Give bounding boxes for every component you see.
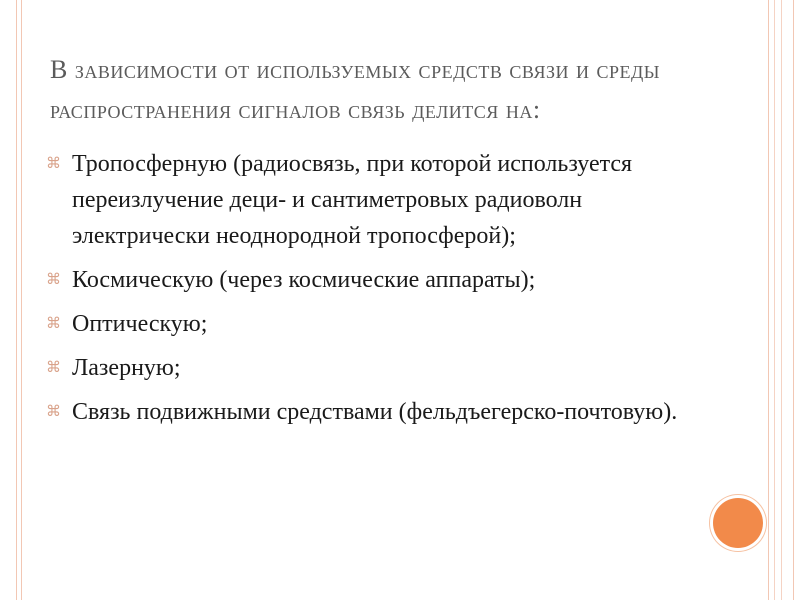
left-frame-decoration [16,0,22,600]
list-item-text: Лазерную; [72,355,181,381]
bullet-icon: ⌘ [46,156,61,172]
list-item [44,146,694,254]
list-item [44,350,694,386]
bullet-icon: ⌘ [46,272,61,288]
right-frame-inner-decoration [774,0,782,600]
bullet-list [44,146,694,438]
list-item [44,262,694,298]
list-item-text: Космическую (через космические аппараты); [72,267,536,293]
decorative-circle-icon [713,498,763,548]
slide-title: В зависимости от используемых средств связи и среды распространения сигналов связь делится на: [50,55,660,124]
list-item-text: Тропосферную (радиосвязь, при которой используется переизлучение деци- и сантиметровых радиоволн электрически неоднородной тропосферой); [72,151,633,249]
list-item [44,306,694,342]
bullet-icon: ⌘ [46,360,61,376]
list-item-text: Оптическую; [72,311,208,337]
bullet-icon: ⌘ [46,316,61,332]
list-item-text: Связь подвижными средствами (фельдъегерско-почтовую). [72,399,678,425]
list-item [44,394,694,430]
bullet-icon: ⌘ [46,404,61,420]
